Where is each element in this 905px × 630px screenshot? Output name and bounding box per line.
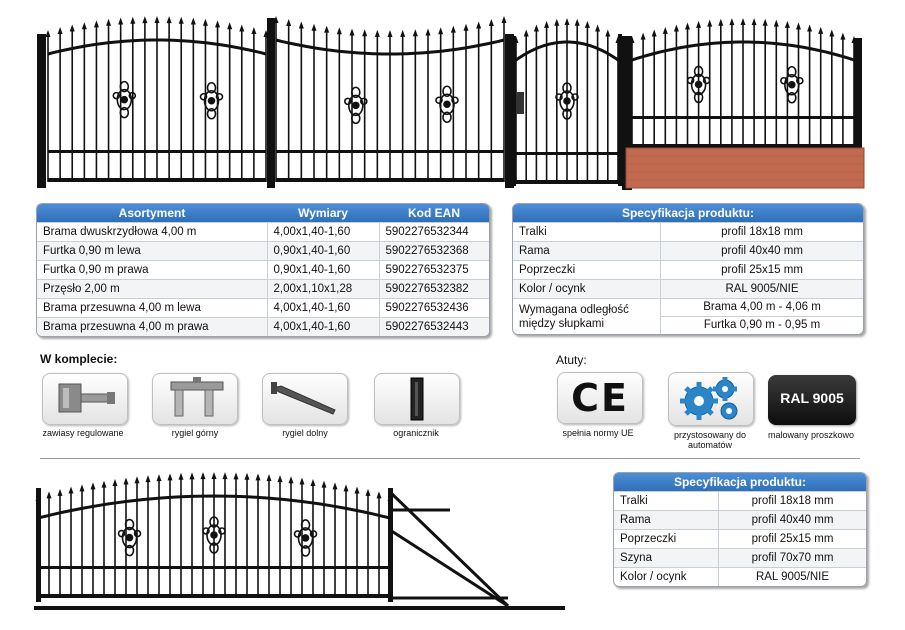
spec-label: Poprzeczki [614,530,719,549]
col-header-assortment: Asortyment [37,204,267,223]
spec-label: Kolor / ocynk [614,568,719,587]
table-row [37,242,489,261]
assortment-dimensions: 2,00x1,10x1,28 [267,280,379,299]
assortment-name: Brama przesuwna 4,00 m lewa [37,299,267,318]
table-row [614,549,866,568]
table-row [513,280,863,299]
assortment-dimensions: 4,00x1,40-1,60 [267,299,379,318]
ral-badge-text: RAL 9005 [780,390,844,406]
spec-label: Tralki [513,223,661,242]
spec-distance-value2: Furtka 0,90 m - 0,95 m [703,319,821,331]
automation-caption-line2: automatów [687,440,733,450]
spec-value: RAL 9005/NIE [719,568,867,587]
spec-distance-label-line2: między słupkami [519,317,604,330]
ce-caption: spełnia normy UE [562,428,634,438]
spec-title: Specyfikacja produktu: [513,204,863,223]
assortment-name: Przęsło 2,00 m [37,280,267,299]
assortment-dimensions: 4,00x1,40-1,60 [267,223,379,242]
spec-value: profil 18x18 mm [661,223,864,242]
spec-distance-values [661,299,864,335]
table-row [37,280,489,299]
kit-caption: ogranicznik [393,428,439,438]
spec-value: profil 25x15 mm [719,530,867,549]
ral-badge [768,375,856,425]
table-row [37,223,489,242]
kit-label: W komplecie: [40,352,118,366]
assortment-dimensions: 4,00x1,40-1,60 [267,318,379,337]
spec-label: Rama [513,242,661,261]
assortment-ean: 5902276532382 [379,280,489,299]
spec-label: Tralki [614,492,719,511]
table-row [614,568,866,587]
ral-caption: malowany proszkowo [767,430,855,440]
features-label: Atuty: [556,353,587,367]
spec-label: Poprzeczki [513,261,661,280]
automation-caption [655,430,765,450]
table-row [614,492,866,511]
gates-illustration [30,12,870,192]
table-row [513,299,863,335]
bottom-bolt-icon [262,373,348,425]
assortment-dimensions: 0,90x1,40-1,60 [267,261,379,280]
spec-table-bottom [613,472,867,587]
stopper-icon [374,373,460,425]
section-divider [40,458,860,459]
kit-caption: rygiel dolny [282,428,328,438]
table-row [513,223,863,242]
assortment-table [36,203,490,337]
spec-table-top [512,203,864,335]
assortment-ean: 5902276532344 [379,223,489,242]
col-header-dimensions: Wymiary [267,204,379,223]
spec-value: profil 70x70 mm [719,549,867,568]
automation-caption-line1: przystosowany do [673,430,747,440]
table-row [37,261,489,280]
kit-caption: rygiel górny [171,428,219,438]
spec-value: profil 18x18 mm [719,492,867,511]
spec-distance-label [513,299,661,335]
assortment-ean: 5902276532436 [379,299,489,318]
table-row [37,299,489,318]
spec-label: Kolor / ocynk [513,280,661,299]
hinge-icon [42,373,128,425]
assortment-name: Brama przesuwna 4,00 m prawa [37,318,267,337]
assortment-ean: 5902276532368 [379,242,489,261]
spec-distance-value1: Brama 4,00 m - 4,06 m [661,299,863,317]
assortment-name: Furtka 0,90 m prawa [37,261,267,280]
top-bolt-icon [152,373,238,425]
table-row [513,242,863,261]
spec-label: Rama [614,511,719,530]
assortment-dimensions: 0,90x1,40-1,60 [267,242,379,261]
spec-value: profil 25x15 mm [661,261,864,280]
sliding-gate-illustration [30,470,590,620]
automation-gears-icon [668,372,754,426]
assortment-name: Furtka 0,90 m lewa [37,242,267,261]
assortment-name: Brama dwuskrzydłowa 4,00 m [37,223,267,242]
assortment-ean: 5902276532375 [379,261,489,280]
spec-value: RAL 9005/NIE [661,280,864,299]
table-row [37,318,489,337]
table-row [513,261,863,280]
assortment-ean: 5902276532443 [379,318,489,337]
spec-value: profil 40x40 mm [719,511,867,530]
spec-value: profil 40x40 mm [661,242,864,261]
ce-mark-icon [557,372,643,424]
table-row [614,511,866,530]
ce-mark-text: CE [571,376,629,420]
kit-caption: zawiasy regulowane [42,428,124,438]
spec-label: Szyna [614,549,719,568]
col-header-ean: Kod EAN [379,204,489,223]
spec-title: Specyfikacja produktu: [614,473,866,492]
table-row [614,530,866,549]
spec-distance-label-line1: Wymagana odległość [519,303,629,316]
